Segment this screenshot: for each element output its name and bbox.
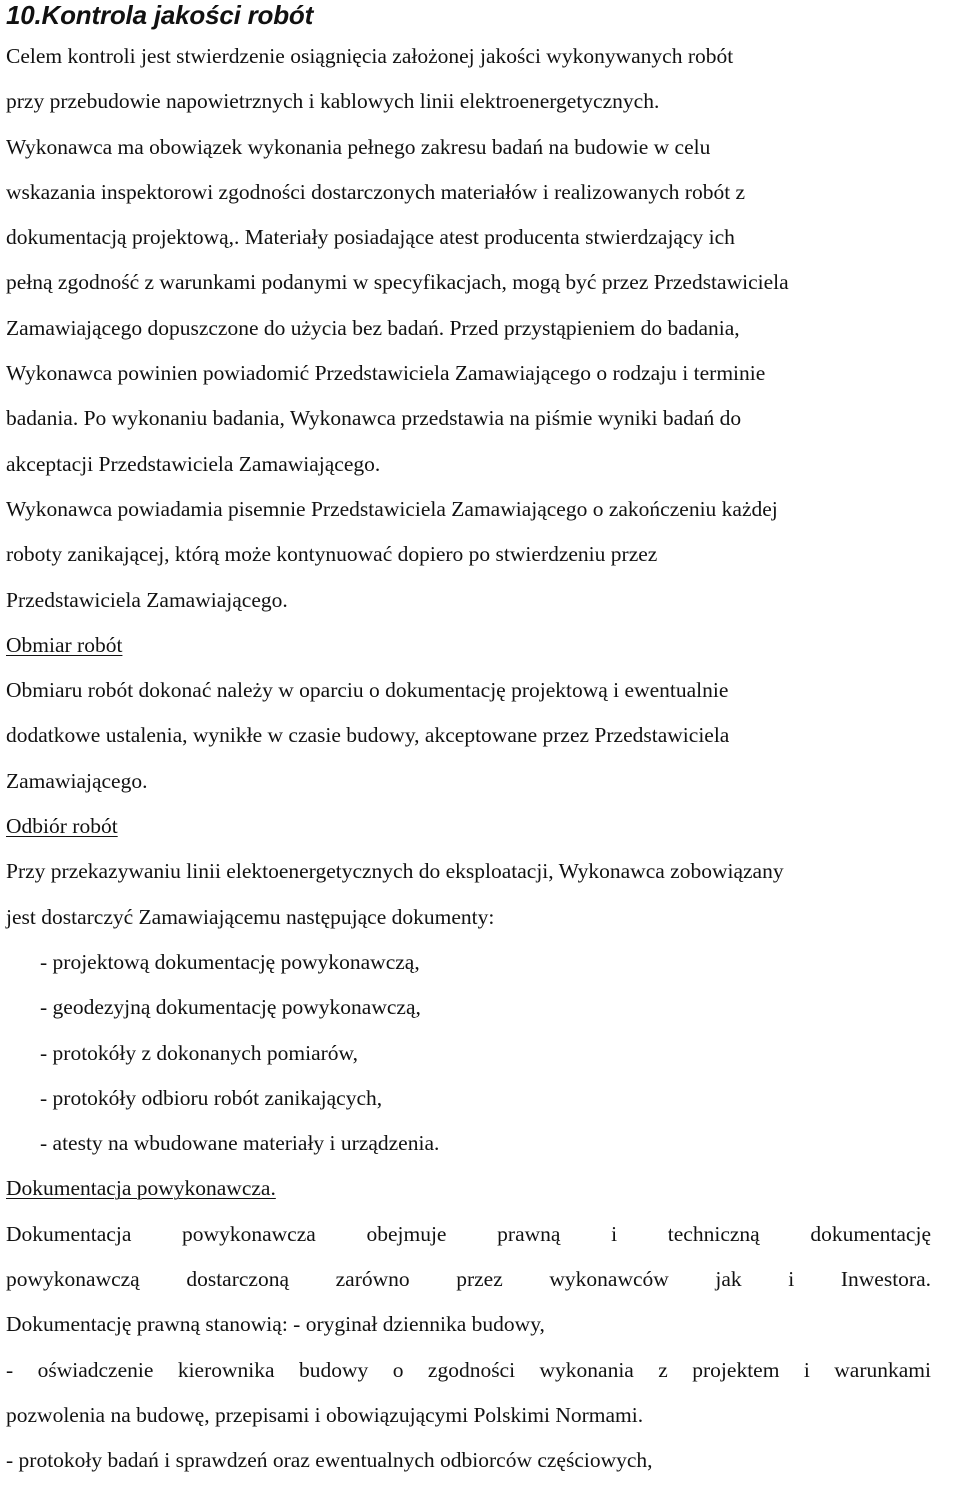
dokumentacja-line: - protokoły badań i sprawdzeń oraz ewentualnych odbiorców częściowych, [6,1448,653,1473]
list-item: - geodezyjną dokumentację powykonawczą, [40,995,421,1020]
dokumentacja-line: Dokumentacja powykonawcza obejmuje prawną i techniczną dokumentację [6,1221,931,1246]
dokumentacja-line: - oświadczenie kierownika budowy o zgodności wykonania z projektem i warunkami [6,1357,931,1382]
intro-line: pełną zgodność z warunkami podanymi w specyfikacjach, mogą być przez Przedstawiciela [6,270,789,295]
dokumentacja-line: Dokumentację prawną stanowią: - oryginał dziennika budowy, [6,1312,545,1337]
dokumentacja-line: powykonawczą dostarczoną zarówno przez wykonawców jak i Inwestora. [6,1267,931,1292]
page-title: 10.Kontrola jakości robót [6,0,314,30]
intro-line: akceptacji Przedstawiciela Zamawiającego. [6,451,381,476]
intro-line: Wykonawca ma obowiązek wykonania pełnego zakresu badań na budowie w celu [6,134,711,159]
documents-list [6,940,956,1166]
document-page [6,0,956,1484]
odbior-line: jest dostarczyć Zamawiającemu następujące dokumenty: [6,904,495,929]
intro-line: dokumentacją projektową,. Materiały posiadające atest producenta stwierdzający ich [6,225,735,250]
dokumentacja-section [6,1166,956,1483]
intro-line: Zamawiającego dopuszczone do użycia bez badań. Przed przystąpieniem do badania, [6,315,740,340]
intro-line: Celem kontroli jest stwierdzenie osiągnięcia założonej jakości wykonywanych robót [6,44,734,68]
intro-line: badania. Po wykonaniu badania, Wykonawca przedstawia na piśmie wyniki badań do [6,406,742,431]
intro-line: Wykonawca powinien powiadomić Przedstawiciela Zamawiającego o rodzaju i terminie [6,361,766,386]
obmiar-line: dodatkowe ustalenia, wynikłe w czasie budowy, akceptowane przez Przedstawiciela [6,723,730,748]
intro-line: Przedstawiciela Zamawiającego. [6,587,288,612]
obmiar-line: Obmiaru robót dokonać należy w oparciu o dokumentację projektową i ewentualnie [6,678,729,703]
list-item: - projektową dokumentację powykonawczą, [40,949,420,974]
odbior-line: Przy przekazywaniu linii elektoenergetycznych do eksploatacji, Wykonawca zobowiązany [6,859,784,884]
obmiar-line: Zamawiającego. [6,768,148,793]
odbior-section [6,804,956,1166]
dokumentacja-heading: Dokumentacja powykonawcza. [6,1176,276,1201]
list-item: - atesty na wbudowane materiały i urządzenia. [40,1131,440,1156]
intro-line: przy przebudowie napowietrznych i kablowych linii elektroenergetycznych. [6,89,660,114]
intro-section [6,34,956,623]
odbior-heading: Odbiór robót [6,814,118,839]
list-item: - protokóły z dokonanych pomiarów, [40,1040,359,1065]
intro-line: wskazania inspektorowi zgodności dostarczonych materiałów i realizowanych robót z [6,179,746,204]
list-item: - protokóły odbioru robót zanikających, [40,1085,383,1110]
obmiar-heading: Obmiar robót [6,632,123,657]
obmiar-section [6,623,956,804]
intro-line: roboty zanikającej, którą może kontynuować dopiero po stwierdzeniu przez [6,542,658,567]
dokumentacja-line: pozwolenia na budowę, przepisami i obowiązującymi Polskimi Normami. [6,1402,644,1427]
intro-line: Wykonawca powiadamia pisemnie Przedstawiciela Zamawiającego o zakończeniu każdej [6,496,778,521]
